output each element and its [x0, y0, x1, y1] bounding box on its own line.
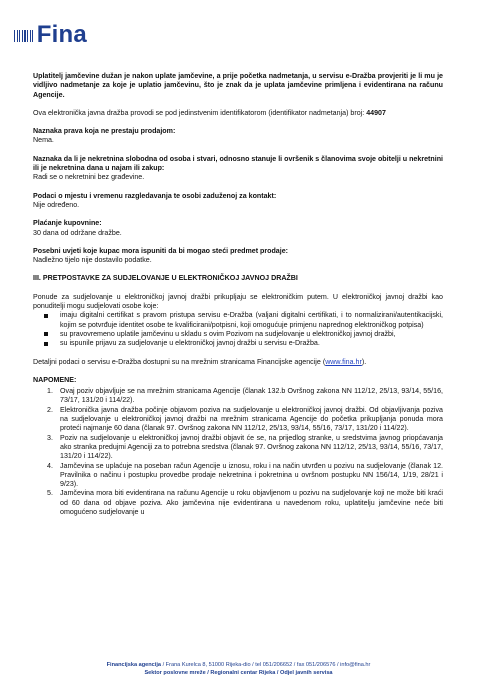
identifier-text: Ova elektronička javna dražba provodi se pod jedinstvenim identifikatorom (identifikator nadmetanja) broj:	[33, 108, 365, 117]
section-occupancy	[33, 155, 443, 183]
footer-org: Financijska agencija	[106, 662, 162, 668]
bullet-square-icon	[44, 332, 48, 336]
logo-text: Fina	[36, 21, 87, 48]
logo-bars-icon	[14, 28, 35, 42]
bullet-square-icon	[44, 314, 48, 318]
auction-identifier: 44907	[366, 108, 386, 117]
notes-heading: NAPOMENE:	[33, 375, 77, 384]
list-item: imaju digitalni certifikat s pravom pristupa servisu e-Dražba (valjani digitalni certifikati, i to normalizirani/autentikacijski, kojim se potvrđuje identitet osobe te kvalificirani/potpisni, koji omogućuje primjenu naprednog elektroničkog potpisa)	[33, 311, 443, 330]
section-rights-title: Naznaka prava koja ne prestaju prodajom:	[33, 127, 176, 136]
section-occupancy-value: Radi se o nekretnini bez građevine.	[33, 173, 145, 182]
section-payment	[33, 219, 443, 238]
section-payment-value: 30 dana od održane dražbe.	[33, 228, 122, 237]
section-occupancy-title: Naznaka da li je nekretnina slobodna od osoba i stvari, odnosno stanuje li ovršenik s članovima svoje obitelji u nekretnini ili je nekretnina dana u najam ili zakup:	[33, 154, 443, 173]
section-3-heading: III. PRETPOSTAVKE ZA SUDJELOVANJE U ELEKTRONIČKOJ JAVNOJ DRAŽBI	[33, 274, 298, 283]
section-viewing	[33, 192, 443, 211]
fina-logo	[14, 20, 87, 50]
list-item: 2. Elektronička javna dražba počinje objavom poziva na sudjelovanje u elektroničkoj javnoj dražbi. Od objavljivanja poziva na sudjelovanje u elektroničkoj javnoj dražbi na mrežnim stranicama Agencije do početka prikupljanja ponuda mora proteći najmanje 60 dana (članak 97. Ovršnog zakona NN 112/12, 25/13, 93/14, 55/16, 73/17, 131/20 i 114/22).	[47, 405, 443, 433]
document-body	[33, 72, 443, 517]
section-rights-value: Nema.	[33, 136, 54, 145]
paragraph-participants: Ponude za sudjelovanje u elektroničkoj javnoj dražbi prikupljaju se elektroničkim putem. U elektroničkoj javnoj dražbi kao ponuditelji mogu sudjelovati osobe koje:	[33, 292, 443, 311]
section-conditions	[33, 247, 443, 266]
list-item: 4. Jamčevina se uplaćuje na poseban račun Agencije u iznosu, roku i na način utvrđen u pozivu na sudjelovanje (članak 12. Pravilnika o načinu i postupku provedbe prodaje nekretnina i pokretnina u ovršnom postupku NN 156/14, 1/19, 28/21 i 9/23).	[47, 461, 443, 489]
section-conditions-value: Nadležno tijelo nije dostavilo podatke.	[33, 256, 152, 265]
section-viewing-title: Podaci o mjestu i vremenu razgledavanja te osobi zaduženoj za kontakt:	[33, 191, 277, 200]
section-payment-title: Plaćanje kupovnine:	[33, 219, 102, 228]
section-viewing-value: Nije određeno.	[33, 200, 80, 209]
section-conditions-title: Posebni uvjeti koje kupac mora ispuniti da bi mogao steći predmet prodaje:	[33, 246, 289, 255]
list-item: su ispunile prijavu za sudjelovanje u elektroničkoj javnoj dražbi u servisu e-Dražba.	[33, 339, 443, 348]
bullet-square-icon	[44, 342, 48, 346]
paragraph-identifier	[33, 109, 443, 118]
footer-address: / Frana Kurelca 8, 51000 Rijeka-dio / tel 051/206652 / fax 051/206576 / info@fina.hr	[161, 662, 371, 668]
list-item: 3. Poziv na sudjelovanje u elektroničkoj javnoj dražbi objavit će se, na prijedlog stranke, u sredstvima javnog priopćavanja ako stranka predujmi Agenciji za to potrebna sredstva (članak 97. Ovršnog zakona NN 112/12, 25/13, 93/14, 55/16, 73/17, 131/20 i 114/22).	[47, 433, 443, 461]
list-item: 5. Jamčevina mora biti evidentirana na računu Agencije u roku objavljenom u pozivu na sudjelovanje koji ne može biti kraći od 60 dana od objave poziva. Ako jamčevina nije evidentirana u navedenom roku, uplatitelju jamčevine neće biti omogućeno sudjelovanje u	[47, 489, 443, 516]
page-footer	[0, 662, 477, 677]
paragraph-deposit-check: Uplatitelj jamčevine dužan je nakon uplate jamčevine, a prije početka nadmetanja, u servisu e-Dražba provjeriti je li mu je vidljivo nadmetanje za koje je uplatio jamčevinu, što je znak da je uplata jamčevine primljena i evidentirana na računu Agencije.	[33, 72, 443, 99]
list-item: 1. Ovaj poziv objavljuje se na mrežnim stranicama Agencije (članak 132.b Ovršnog zakona NN 112/12, 25/13, 93/14, 55/16, 73/17, 131/20 i 114/22).	[47, 387, 443, 405]
paragraph-details: Detaljni podaci o servisu e-Dražba dostupni su na mrežnim stranicama Financijske agencije (www.fina.hr).	[33, 357, 367, 366]
participant-conditions-list	[33, 311, 443, 348]
section-rights	[33, 127, 443, 146]
list-item: su pravovremeno uplatile jamčevinu u skladu s ovim Pozivom na sudjelovanje u elektroničkoj javnoj dražbi,	[33, 330, 443, 339]
fina-website-link[interactable]: www.fina.hr	[325, 357, 362, 366]
footer-address-line	[0, 662, 477, 670]
footer-department: Sektor poslovne mreže / Regionalni centar Rijeka / Odjel javnih servisa	[144, 669, 333, 676]
notes-list	[33, 387, 443, 517]
